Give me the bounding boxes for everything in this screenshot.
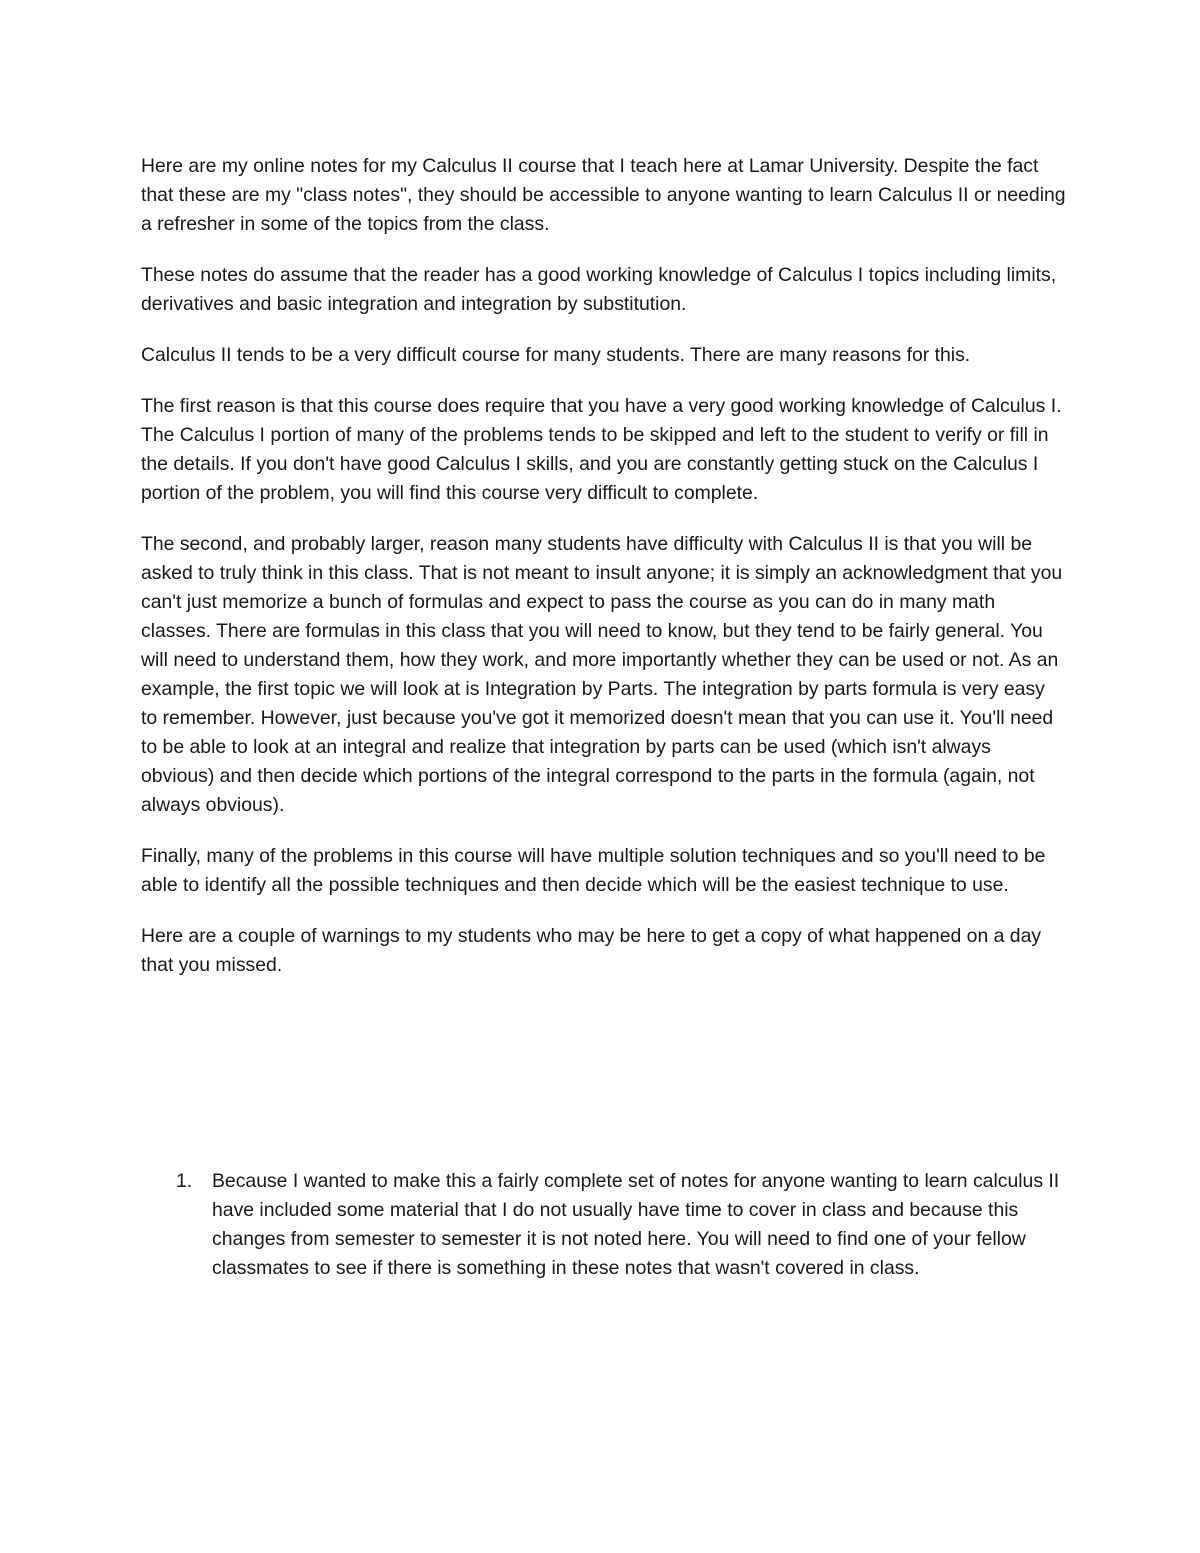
paragraph-second-reason: The second, and probably larger, reason many students have difficulty with Calculus II is that you will be asked to truly think in this class. That is not meant to insult anyone; it is simply an acknowledgment that you can't just memorize a bunch of formulas and expect to pass the course as you can do in many math classes. There are formulas in this class that you will need to know, but they tend to be fairly general. You will need to understand them, how they work, and more importantly whether they can be used or not. As an example, the first topic we will look at is Integration by Parts. The integration by parts formula is very easy to remember. However, just because you've got it memorized doesn't mean that you can use it. You'll need to be able to look at an integral and realize that integration by parts can be used (which isn't always obvious) and then decide which portions of the integral correspond to the parts in the formula (again, not always obvious). [141,533,1063,816]
paragraph-prerequisites: These notes do assume that the reader has a good working knowledge of Calculus I topics including limits, derivatives and basic integration and integration by substitution. [141,264,1057,315]
warnings-list [141,1167,1066,1283]
list-item [141,1167,1066,1283]
paragraph-intro: Here are my online notes for my Calculus II course that I teach here at Lamar University. Despite the fact that these are my "class notes", they should be accessible to anyone wanting to learn Calculus II or needing a refresher in some of the topics from the class. [141,155,1066,235]
paragraph-first-reason: The first reason is that this course does require that you have a very good working knowledge of Calculus I. The Calculus I portion of many of the problems tends to be skipped and left to the student to verify or fill in the details. If you don't have good Calculus I skills, and you are constantly getting stuck on the Calculus I portion of the problem, you will find this course very difficult to complete. [141,395,1062,504]
paragraph-techniques: Finally, many of the problems in this course will have multiple solution techniques and so you'll need to be able to identify all the possible techniques and then decide which will be the easiest technique to use. [141,845,1046,896]
paragraph-warnings-intro: Here are a couple of warnings to my students who may be here to get a copy of what happened on a day that you missed. [141,925,1042,976]
list-item-text: Because I wanted to make this a fairly complete set of notes for anyone wanting to learn calculus II have included some material that I do not usually have time to cover in class and because this changes from semester to semester it is not noted here. You will need to find one of your fellow classmates to see if there is something in these notes that wasn't covered in class. [212,1170,1060,1279]
list-item-number: 1. [176,1170,193,1192]
document-body [141,152,1066,1002]
paragraph-difficulty: Calculus II tends to be a very difficult course for many students. There are many reasons for this. [141,344,971,366]
